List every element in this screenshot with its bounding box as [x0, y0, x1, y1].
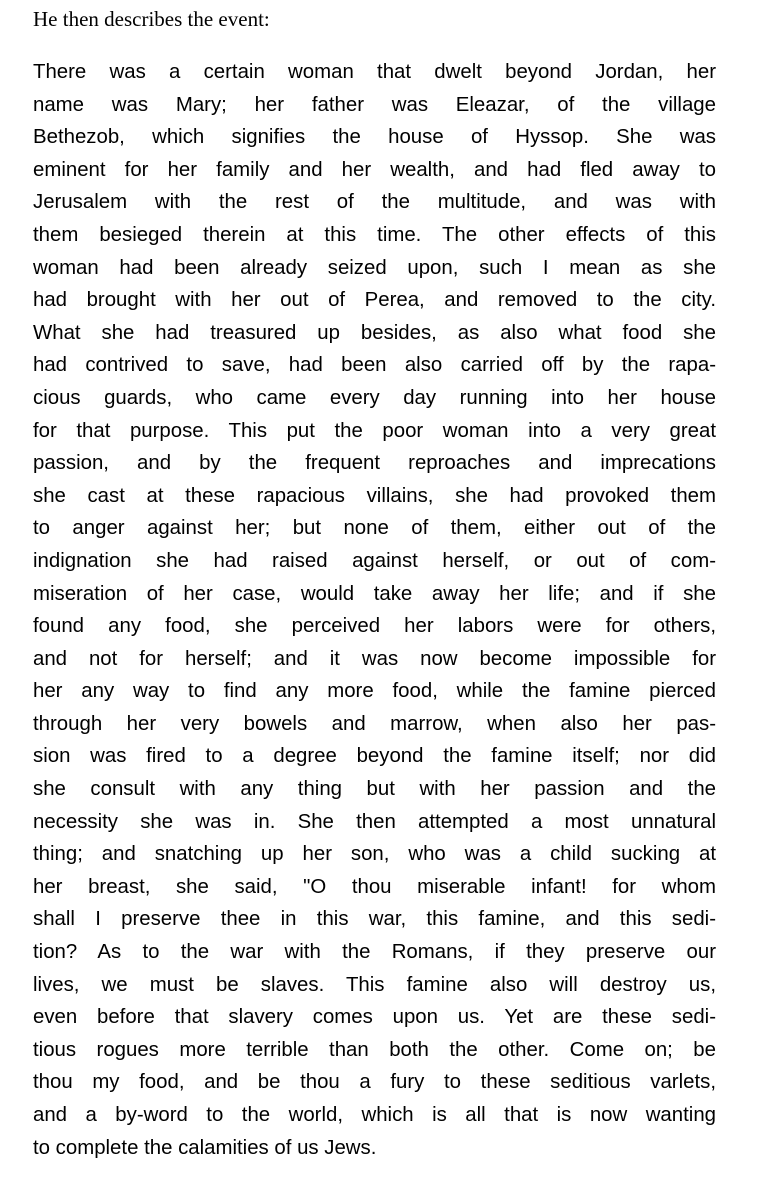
passage-line: to complete the calamities of us Jews.	[33, 1136, 377, 1159]
passage-line: cious guards, who came every day running into her house	[33, 386, 716, 409]
passage-line: What she had treasured up besides, as also what food she	[33, 321, 716, 344]
passage-line: and not for herself; and it was now become impossible for	[33, 647, 716, 670]
passage-line: had brought with her out of Perea, and removed to the city.	[33, 289, 716, 312]
passage-line: even before that slavery comes upon us. Yet are these sedi-	[33, 1006, 716, 1029]
passage-line: indignation she had raised against herself, or out of com-	[33, 549, 716, 572]
passage-line: tious rogues more terrible than both the other. Come on; be	[33, 1038, 716, 1061]
passage-line: thou my food, and be thou a fury to these seditious varlets,	[33, 1071, 716, 1094]
passage-line: her any way to find any more food, while the famine pierced	[33, 680, 716, 703]
passage-line: had contrived to save, had been also carried off by the rapa-	[33, 354, 716, 377]
passage-line: necessity she was in. She then attempted a most unnatural	[33, 810, 716, 833]
passage-line: lives, we must be slaves. This famine also will destroy us,	[33, 973, 716, 996]
passage-line: miseration of her case, would take away her life; and if she	[33, 582, 716, 605]
passage-line: eminent for her family and her wealth, and had fled away to	[33, 158, 716, 181]
passage-line: her breast, she said, "O thou miserable infant! for whom	[33, 875, 716, 898]
passage-line: and a by-word to the world, which is all that is now wanting	[33, 1104, 716, 1126]
passage-line: woman had been already seized upon, such I mean as she	[33, 256, 716, 279]
passage-line: tion? As to the war with the Romans, if they preserve our	[33, 941, 716, 964]
passage-line: them besieged therein at this time. The other effects of this	[33, 223, 716, 246]
passage-line: shall I preserve thee in this war, this famine, and this sedi-	[33, 908, 716, 931]
passage-line: thing; and snatching up her son, who was a child sucking at	[33, 843, 716, 866]
passage-line: found any food, she perceived her labors were for others,	[33, 615, 716, 638]
passage-line: sion was fired to a degree beyond the famine itself; nor did	[33, 745, 716, 768]
passage-line: she cast at these rapacious villains, she had provoked them	[33, 484, 716, 507]
passage-line: There was a certain woman that dwelt beyond Jordan, her	[33, 61, 716, 83]
passage-line: for that purpose. This put the poor woman into a very great	[33, 419, 716, 442]
passage-line: name was Mary; her father was Eleazar, of the village	[33, 93, 716, 116]
passage-line: passion, and by the frequent reproaches and imprecations	[33, 452, 716, 475]
passage-line: to anger against her; but none of them, either out of the	[33, 517, 716, 540]
passage-line: Bethezob, which signifies the house of Hyssop. She was	[33, 126, 716, 149]
quoted-passage	[33, 56, 716, 1164]
intro-sentence: He then describes the event:	[33, 7, 270, 31]
passage-line: through her very bowels and marrow, when also her pas-	[33, 712, 716, 735]
passage-line: Jerusalem with the rest of the multitude, and was with	[33, 191, 716, 214]
passage-line: she consult with any thing but with her passion and the	[33, 778, 716, 801]
